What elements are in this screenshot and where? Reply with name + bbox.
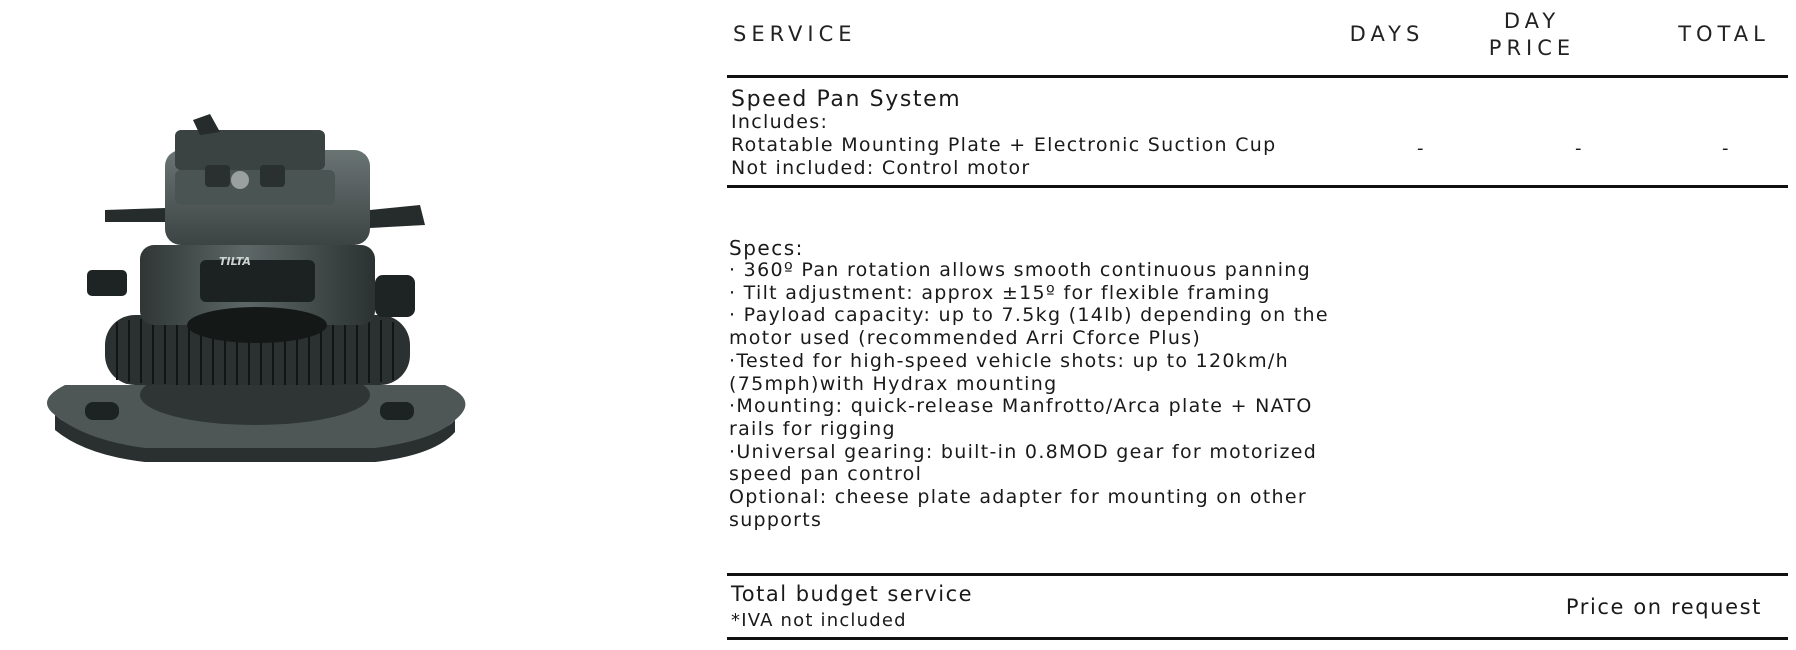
spec-line: ·Universal gearing: built-in 0.8MOD gear for motorized <box>729 440 1318 463</box>
includes-text: Rotatable Mounting Plate + Electronic Suction Cup <box>731 134 1277 156</box>
item-divider <box>727 185 1788 188</box>
spec-line: · Payload capacity: up to 7.5kg (14lb) depending on the <box>729 304 1329 327</box>
table-header <box>727 0 1788 75</box>
includes-label: Includes: <box>731 111 829 133</box>
brand-logo: TILTA <box>219 255 251 268</box>
iva-note: *IVA not included <box>731 610 907 631</box>
header-divider <box>727 75 1788 78</box>
service-name: Speed Pan System <box>731 87 962 112</box>
header-service: SERVICE <box>733 22 857 46</box>
total-value: - <box>1722 138 1729 159</box>
spec-line: speed pan control <box>729 463 923 486</box>
spec-line: (75mph)with Hydrax mounting <box>729 372 1058 395</box>
product-image <box>25 110 505 550</box>
spec-line: rails for rigging <box>729 417 896 440</box>
specs-heading: Specs: <box>729 236 804 260</box>
price-on-request: Price on request <box>1565 595 1762 619</box>
total-budget-label: Total budget service <box>731 582 974 606</box>
day-price-value: - <box>1575 138 1582 159</box>
days-value: - <box>1417 138 1424 159</box>
not-included-text: Not included: Control motor <box>731 157 1031 179</box>
specs-divider <box>727 573 1788 576</box>
spec-line: supports <box>729 508 823 531</box>
footer-divider <box>727 637 1788 640</box>
spec-line: ·Tested for high-speed vehicle shots: up to 120km/h <box>729 349 1289 372</box>
header-total: TOTAL <box>1678 22 1770 46</box>
spec-line: ·Mounting: quick-release Manfrotto/Arca plate + NATO <box>729 395 1313 418</box>
header-day-price-line2: PRICE <box>1488 36 1576 60</box>
header-days: DAYS <box>1349 22 1425 46</box>
spec-line: motor used (recommended Arri Cforce Plus) <box>729 327 1202 350</box>
spec-line: · Tilt adjustment: approx ±15º for flexible framing <box>729 281 1271 304</box>
spec-line: Optional: cheese plate adapter for mounting on other <box>729 486 1308 509</box>
spec-line: · 360º Pan rotation allows smooth continuous panning <box>729 259 1312 281</box>
specs-list <box>729 259 1369 531</box>
header-day-price-line1: DAY <box>1503 9 1561 33</box>
